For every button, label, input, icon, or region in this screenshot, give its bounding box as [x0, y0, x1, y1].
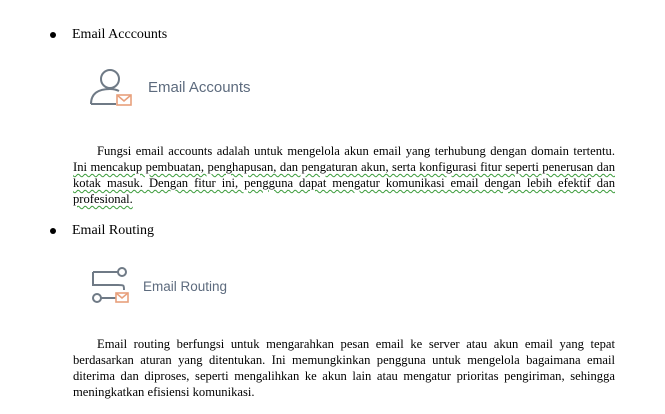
bullet-dot [50, 32, 56, 38]
email-routing-figure [90, 266, 227, 306]
bullet-item-email-routing [50, 223, 154, 239]
bullet-dot [50, 228, 56, 234]
bullet-text: Email Acccounts [72, 27, 168, 42]
bullet-item-email-accounts [50, 27, 167, 43]
email-routing-paragraph [73, 336, 615, 400]
paragraph-text-spellcheck: Ini mencakup pembuatan, penghapusan, dan pengaturan akun, serta konfigurasi fitur seperti penerusan dan kotak masuk. Dengan fitur ini, pengguna dapat mengatur komunikasi email dengan lebih efektif dan profesional. [73, 160, 615, 206]
email-accounts-label: Email Accounts [148, 78, 251, 96]
email-accounts-figure [88, 66, 251, 108]
bullet-text: Email Routing [72, 223, 155, 238]
email-accounts-paragraph [73, 143, 615, 207]
paragraph-text: Email routing berfungsi untuk mengarahkan pesan email ke server atau akun email yang tepat berdasarkan aturan yang ditentukan. Ini memungkinkan pengguna untuk mengelola bagaimana email diterima dan diproses, seperti mengalihkan ke akun lain atau mengatur prioritas pengiriman, sehingga meningkatkan efisiensi komunikasi. [73, 337, 615, 399]
routing-flow-icon [90, 266, 130, 306]
paragraph-text: Fungsi email accounts adalah untuk mengelola akun email yang terhubung dengan domain tertentu. [97, 144, 615, 158]
email-routing-label: Email Routing [143, 278, 228, 294]
user-mail-icon [88, 66, 134, 108]
